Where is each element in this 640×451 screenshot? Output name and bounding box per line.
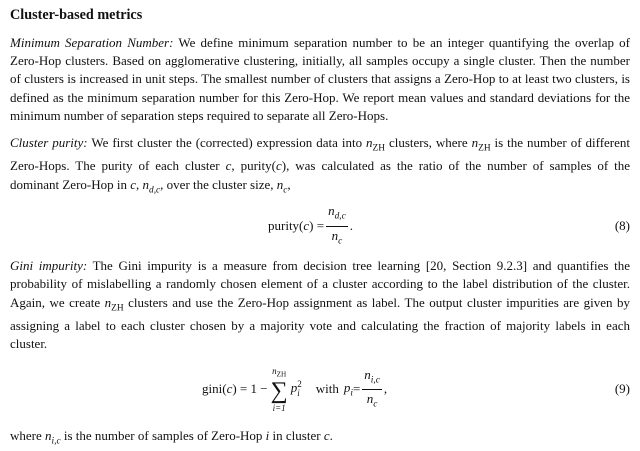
gini-text-2: clusters and use the Zero-Hop assignment as label. The output cluster impurities are given by assigning a label to each cluster chosen by a majority vote and calculating the fraction of majority labels in each cluster. — [10, 294, 630, 352]
math-n-dc — [142, 176, 161, 195]
purity-text-6: , — [136, 176, 143, 192]
sym-zh: ZH — [372, 143, 385, 154]
paragraph-cluster-purity — [10, 134, 630, 199]
gini-text-1: The Gini impurity is a measure from decision tree learning [20, Section 9.2.3] and quantifies the probability of mislabelling a randomly chosen element of a cluster according to the label distribution of the cluster. Again, we create — [10, 258, 630, 310]
sym-zh: ZH — [478, 143, 491, 154]
sym-n: n — [331, 227, 339, 243]
sym-i: i — [350, 388, 353, 399]
paper-page — [10, 6, 630, 451]
fraction-denominator — [367, 390, 378, 412]
sym-n: n — [272, 365, 277, 376]
sym-n: n — [328, 203, 335, 219]
summation — [271, 366, 288, 414]
sym-zh: ZH — [276, 370, 287, 379]
sym-i: i — [297, 388, 300, 399]
eq8-period: . — [349, 218, 353, 234]
sym-c-sub: c — [338, 235, 343, 246]
sup-sub-stack — [297, 380, 302, 398]
equation-8-body — [268, 203, 353, 249]
sum-lower-limit: i=1 — [272, 403, 286, 414]
math-p-i-squared — [291, 380, 302, 398]
math-n-c — [276, 176, 291, 195]
fraction-p-i — [362, 367, 382, 413]
paragraph-where — [10, 427, 630, 450]
math-i: i — [265, 428, 270, 444]
where-text-3: in cluster — [269, 428, 324, 444]
sym-c-sub: c — [373, 399, 378, 410]
math-c: c — [225, 158, 232, 174]
sym-n: n — [45, 428, 52, 444]
math-n-zh — [104, 294, 124, 313]
eq9-lhs-end: ) = 1 − — [232, 381, 268, 397]
sym-n: n — [276, 176, 284, 192]
equation-number-9: (9) — [614, 381, 630, 397]
math-n-zh — [366, 135, 385, 154]
section-heading: Cluster-based metrics — [10, 7, 143, 23]
run-in-heading-gini: Gini impurity: — [10, 258, 88, 274]
fraction-denominator — [332, 227, 343, 249]
equation-9 — [10, 359, 630, 419]
purity-text-4: , purity( — [231, 158, 276, 174]
where-text-4: . — [329, 428, 333, 444]
sym-sq: 2 — [297, 379, 302, 390]
math-c: c — [226, 381, 233, 397]
purity-text-5: ), was calculated as the ratio of the number of samples of the dominant Zero-Hop in — [10, 158, 631, 192]
equation-9-body — [202, 359, 387, 419]
fraction-numerator — [326, 203, 348, 226]
fraction-numerator — [362, 367, 382, 390]
sum-upper-limit — [272, 366, 286, 380]
fraction-purity — [326, 203, 348, 249]
purity-text-1: We first cluster the (corrected) expression data into — [87, 135, 367, 151]
where-text-1: where — [10, 428, 46, 444]
paragraph-gini-impurity — [10, 257, 630, 353]
math-c: c — [303, 218, 310, 234]
sym-ic: i,c — [370, 374, 380, 385]
sym-n: n — [364, 366, 371, 382]
math-n-ic — [45, 428, 61, 447]
run-in-heading-purity: Cluster purity: — [10, 135, 88, 151]
equation-number-8: (8) — [614, 218, 630, 234]
sym-dc: d,c — [149, 184, 161, 195]
sigma-symbol: ∑ — [270, 378, 288, 405]
sym-n: n — [366, 390, 374, 406]
equation-8 — [10, 203, 630, 249]
where-text-2: is the number of samples of Zero-Hop — [60, 428, 266, 444]
sym-n: n — [366, 135, 373, 151]
purity-text-7: , over the cluster size, — [160, 176, 277, 192]
sym-c-sub: c — [283, 184, 288, 195]
math-n-zh — [471, 135, 491, 154]
math-p-i — [344, 380, 353, 398]
paragraph-minimum-separation-number — [10, 34, 630, 125]
purity-text-3: is the number of different Zero-Hops. The purity of each cluster — [10, 135, 631, 174]
sym-p: p — [290, 380, 298, 396]
math-c: c — [323, 428, 330, 444]
sym-ic: i,c — [51, 436, 61, 447]
run-in-heading-msn: Minimum Separation Number: — [10, 35, 174, 50]
sym-zh: ZH — [111, 302, 124, 313]
math-c: c — [130, 176, 137, 192]
eq8-lhs-end: ) = — [309, 218, 325, 234]
eq9-comma: , — [383, 381, 388, 397]
sym-dc: d,c — [334, 211, 346, 222]
eq9-lhs: gini( — [202, 381, 227, 397]
msn-text: We define minimum separation number to be an integer quantifying the overlap of Zero-Hop clusters. Based on agglomerative clustering, initially, all samples occupy a single cluster. Then the number of clusters is increased in unit steps. The smallest number of clusters that assigns a Zero-Hop to at least two clusters, is defined as the minimum separation number for this Zero-Hop. We report mean values and standard deviations for the minimum number of separation steps required to separate all Zero-Hops. — [10, 35, 630, 123]
purity-text-2: clusters, where — [385, 135, 472, 151]
sym-n: n — [142, 176, 150, 192]
eq9-equals: = — [352, 381, 361, 397]
purity-text-8: , — [287, 176, 291, 192]
eq8-lhs: purity( — [268, 218, 304, 234]
sym-n: n — [104, 294, 112, 310]
math-c: c — [275, 158, 282, 174]
eq9-with: with — [315, 381, 339, 397]
sym-p: p — [343, 380, 351, 396]
sym-n: n — [471, 135, 479, 151]
